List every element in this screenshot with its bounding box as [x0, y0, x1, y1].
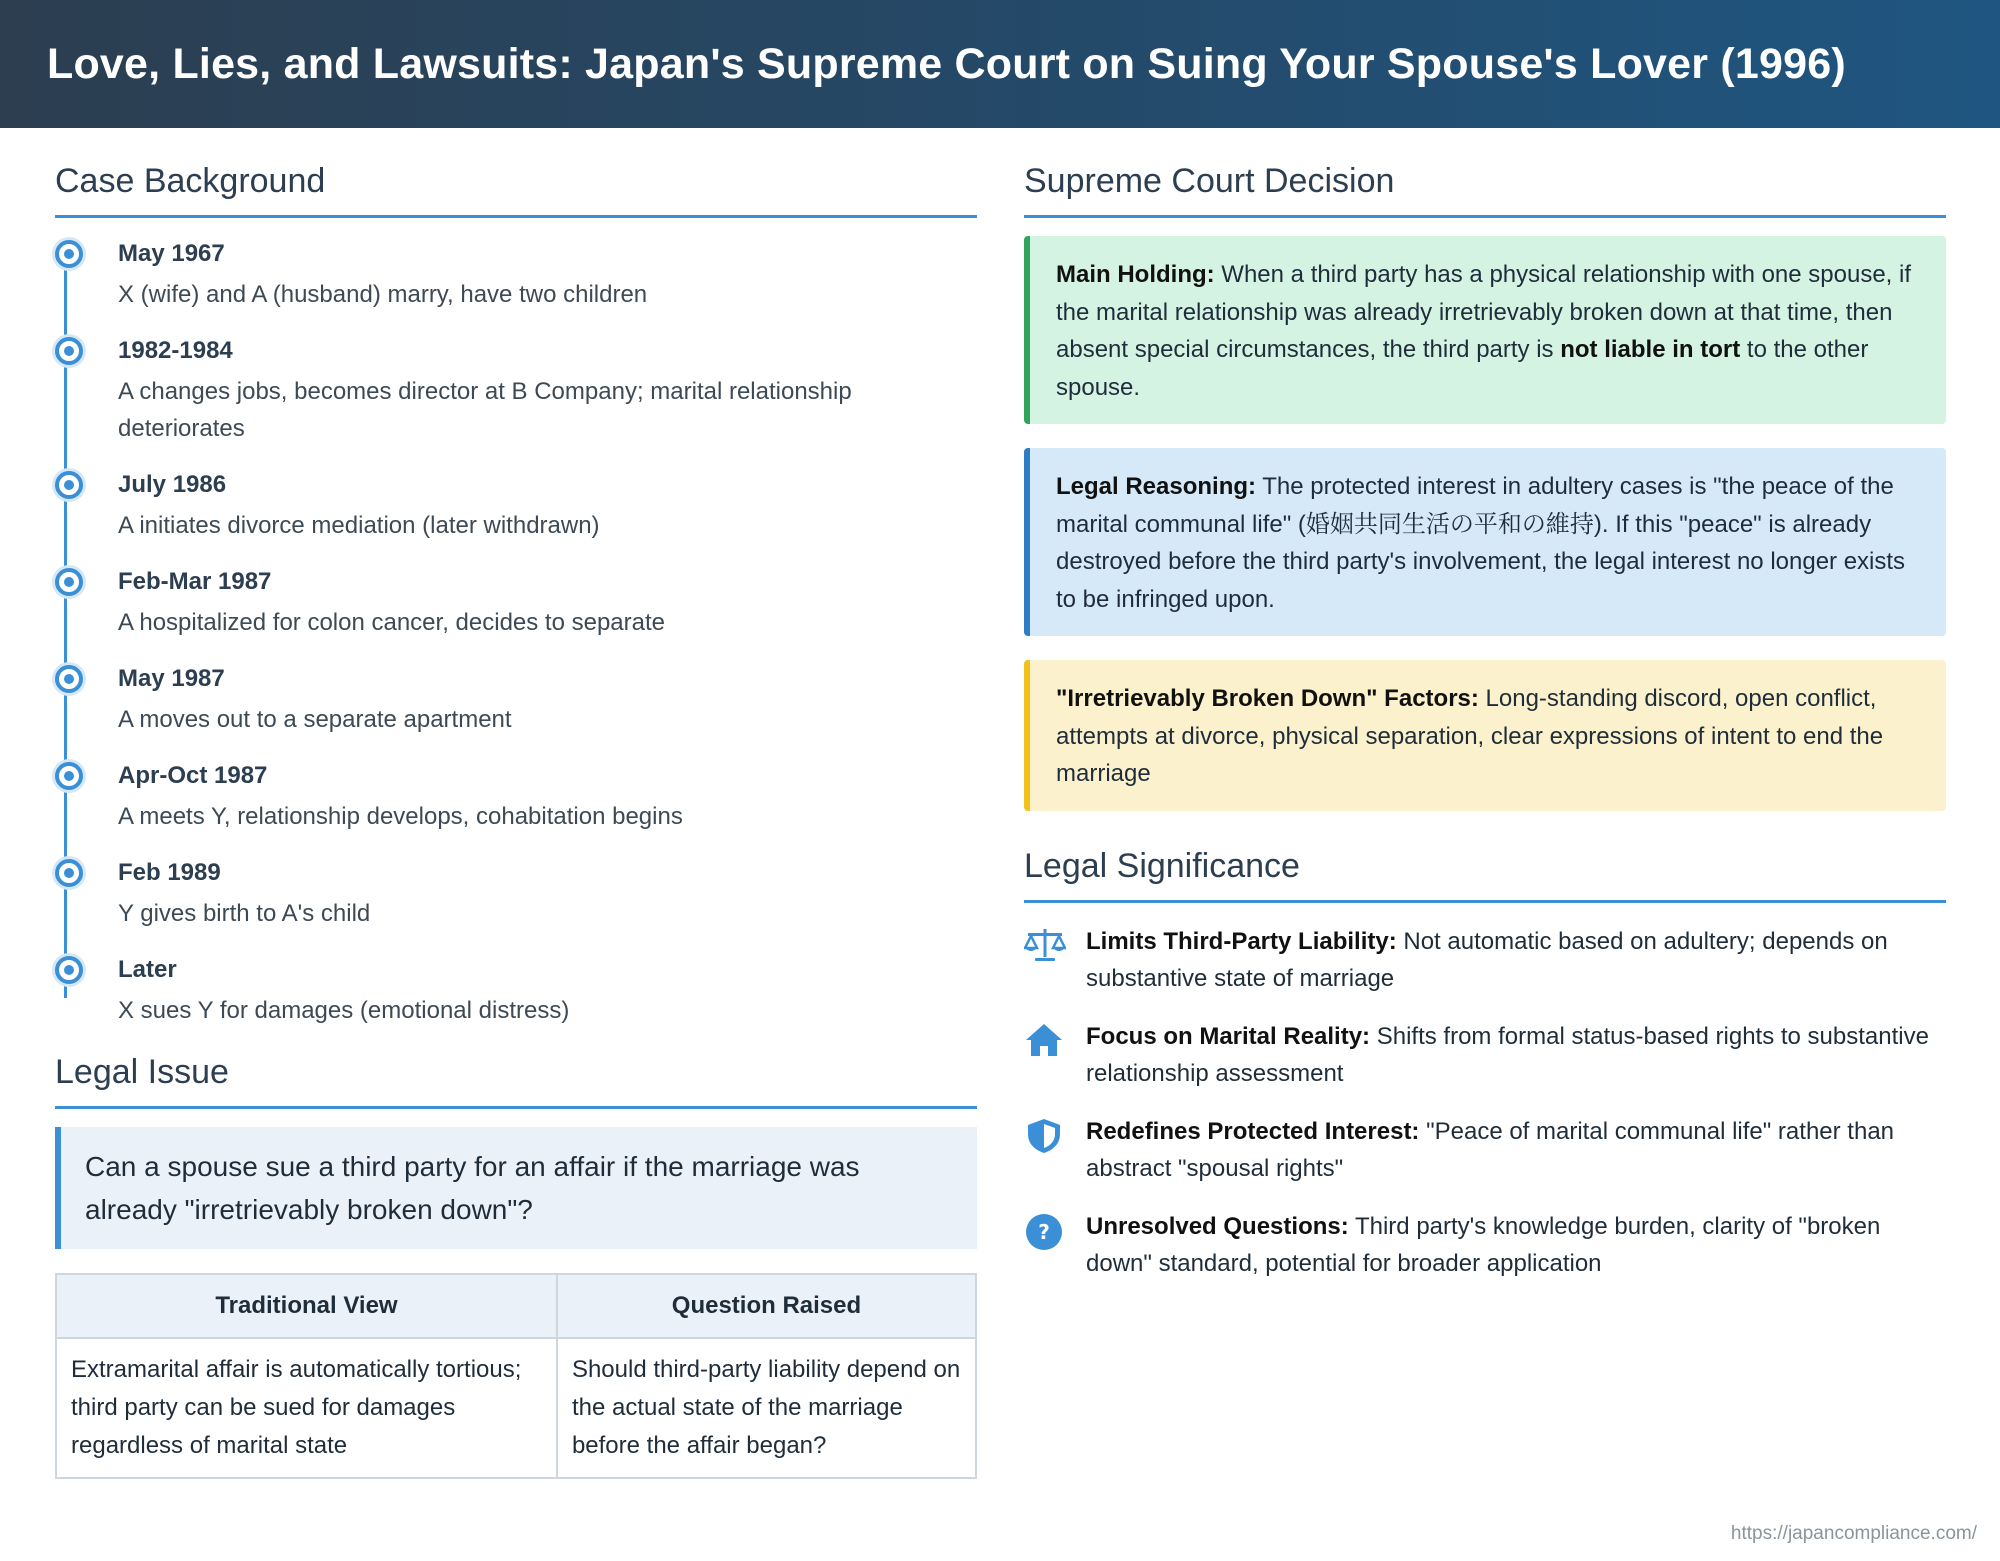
- timeline-event: [118, 855, 977, 932]
- list-item: [1024, 1208, 1946, 1283]
- timeline-dot-icon: [55, 665, 83, 693]
- right-column: [1024, 128, 1946, 1303]
- timeline-event: [118, 661, 977, 738]
- list-item: [1024, 1018, 1946, 1093]
- timeline-event: [118, 952, 977, 1029]
- event-date: May 1967: [118, 240, 225, 267]
- timeline-event: [118, 333, 977, 447]
- page-header: [0, 0, 2000, 128]
- supreme-court-decision-heading: Supreme Court Decision: [1024, 162, 1946, 218]
- question-icon: [1024, 1208, 1086, 1283]
- table-row: [56, 1338, 976, 1478]
- left-column: [55, 128, 977, 1479]
- main-holding-text: When a third party has a physical relationship with one spouse, if the marital relationship was already irretrievably broken down at that time, then absent special circumstances, the third party is: [1056, 261, 1912, 363]
- home-icon: [1024, 1018, 1086, 1093]
- event-date: Feb 1989: [118, 859, 221, 886]
- table-header-question-raised: Question Raised: [557, 1274, 976, 1338]
- event-date: Feb-Mar 1987: [118, 568, 272, 595]
- significance-text: [1086, 923, 1946, 998]
- significance-description: "Peace of marital communal life" rather than abstract "spousal rights": [1086, 1117, 1895, 1182]
- event-date: May 1987: [118, 665, 225, 692]
- table-cell-traditional-view: Extramarital affair is automatically tortious; third party can be sued for damages regardless of marital state: [56, 1338, 557, 1478]
- main-holding-emphasis: not liable in tort: [1560, 336, 1741, 363]
- event-text: Y gives birth to A's child: [118, 900, 371, 927]
- case-background-heading: Case Background: [55, 162, 977, 218]
- main-holding-text-end: to the other spouse.: [1056, 336, 1869, 401]
- legal-issue-heading: Legal Issue: [55, 1053, 977, 1109]
- timeline-event: [118, 236, 977, 313]
- table-header-traditional-view: Traditional View: [56, 1274, 557, 1338]
- event-text: A hospitalized for colon cancer, decides to separate: [118, 609, 666, 636]
- timeline-dot-icon: [55, 956, 83, 984]
- timeline-dot-icon: [55, 240, 83, 268]
- comparison-table: [55, 1273, 977, 1479]
- page-title: Love, Lies, and Lawsuits: Japan's Supreme Court on Suing Your Spouse's Lover (1996): [47, 39, 1846, 88]
- legal-reasoning-text: The protected interest in adultery cases is "the peace of the marital communal life" (婚姻共同生活の平和の維持). If this "peace" is already destroyed before the third party's involvement, the legal interest no longer exists to be infringed upon.: [1056, 473, 1906, 613]
- event-text: X (wife) and A (husband) marry, have two children: [118, 281, 648, 308]
- significance-label: Focus on Marital Reality:: [1086, 1022, 1371, 1050]
- legal-reasoning-label: Legal Reasoning:: [1056, 473, 1257, 500]
- significance-label: Redefines Protected Interest:: [1086, 1117, 1420, 1145]
- event-text: A meets Y, relationship develops, cohabitation begins: [118, 803, 683, 830]
- event-text: A changes jobs, becomes director at B Company; marital relationship deteriorates: [118, 378, 852, 442]
- event-date: July 1986: [118, 471, 227, 498]
- timeline-dot-icon: [55, 859, 83, 887]
- main-holding-card: [1024, 236, 1946, 424]
- significance-description: Third party's knowledge burden, clarity of "broken down" standard, potential for broader application: [1086, 1212, 1881, 1277]
- timeline-event: [118, 467, 977, 544]
- timeline-dot-icon: [55, 568, 83, 596]
- significance-text: [1086, 1208, 1946, 1283]
- list-item: [1024, 1113, 1946, 1188]
- significance-text: [1086, 1113, 1946, 1188]
- footer-url: https://japancompliance.com/: [1730, 1523, 1977, 1544]
- timeline-event: [118, 758, 977, 835]
- timeline-dot-icon: [55, 762, 83, 790]
- event-text: A moves out to a separate apartment: [118, 706, 512, 733]
- factors-label: "Irretrievably Broken Down" Factors:: [1056, 685, 1479, 712]
- legal-reasoning-card: [1024, 448, 1946, 636]
- legal-significance-heading: Legal Significance: [1024, 847, 1946, 903]
- scale-icon: [1024, 923, 1086, 998]
- factors-text: Long-standing discord, open conflict, attempts at divorce, physical separation, clear expressions of intent to end the marriage: [1056, 685, 1884, 787]
- event-date: Apr-Oct 1987: [118, 762, 268, 789]
- significance-list: [1024, 923, 1946, 1283]
- timeline-dot-icon: [55, 471, 83, 499]
- table-cell-question-raised: Should third-party liability depend on the actual state of the marriage before the affair began?: [557, 1338, 976, 1478]
- event-text: A initiates divorce mediation (later withdrawn): [118, 512, 600, 539]
- shield-icon: [1024, 1113, 1086, 1188]
- event-text: X sues Y for damages (emotional distress): [118, 997, 570, 1024]
- timeline-dot-icon: [55, 337, 83, 365]
- significance-text: [1086, 1018, 1946, 1093]
- significance-description: Shifts from formal status-based rights to substantive relationship assessment: [1086, 1022, 1929, 1087]
- broken-down-factors-card: [1024, 660, 1946, 811]
- timeline-event: [118, 564, 977, 641]
- significance-label: Unresolved Questions:: [1086, 1212, 1349, 1240]
- svg-text:?: ?: [1038, 1219, 1050, 1244]
- table-header-row: [56, 1274, 976, 1338]
- main-holding-label: Main Holding:: [1056, 261, 1215, 288]
- event-date: 1982-1984: [118, 337, 233, 364]
- case-timeline: [55, 236, 977, 1029]
- significance-label: Limits Third-Party Liability:: [1086, 927, 1397, 955]
- legal-issue-question: Can a spouse sue a third party for an affair if the marriage was already "irretrievably broken down"?: [55, 1127, 977, 1249]
- list-item: [1024, 923, 1946, 998]
- event-date: Later: [118, 956, 177, 983]
- significance-description: Not automatic based on adultery; depends on substantive state of marriage: [1086, 927, 1888, 992]
